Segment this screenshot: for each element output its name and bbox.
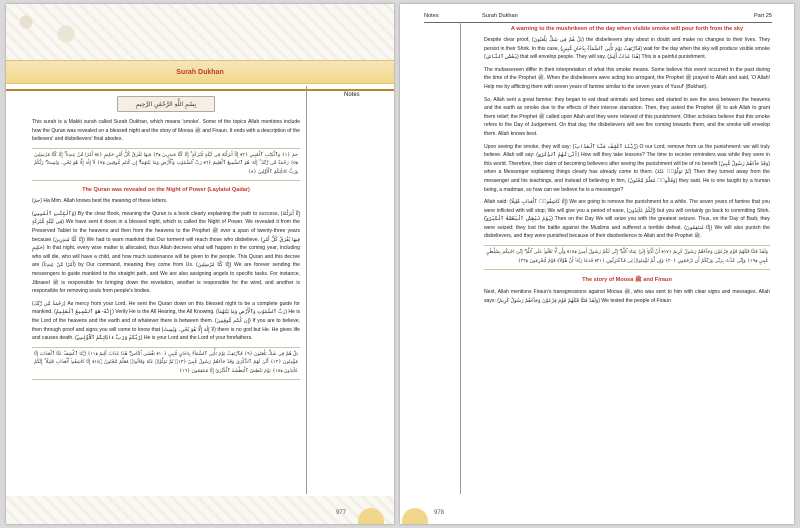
paragraph: So, Allah sent a great famine; they began to eat dead animals and bones and started to see the area between the heavens and the earth as smoke due to the effects of their intense starvation. Then, they asked the Prophet ﷺ to ask Allah to grant them relief; the Prophet ﷺ called upon Allah and they were relieved of this punishment. Other scholars believe that this smoke refers to the Day of Judgement. On that day, the disbelievers will see fire coming towards them, and the smoke will envelop them. Allah knows best. [484, 96, 771, 137]
right-page [400, 4, 794, 524]
paragraph: Upon seeing the smoke, they will say: (رَّبَّنَا ٱكْشِفْ عَنَّا ٱلْعَذَابَ) O our Lord, remove from us the punishment: we will truly believe. Allah will say: (أَنَّىٰ لَهُمُ ٱلذِّكْرَىٰ) How will they take lessons? The time to receive reminders was while they were in this world. Therefore, their claim of becoming believers after seeing the punishment will be of no benefit (وَقَدْ جَآءَهُمْ رَسُولٌ مُّبِينٌ) when a Messenger explaining things clearly has already come to them. (ثُمَّ تَوَلَّوْا۟ عَنْهُ) Then they turned away from the messenger and his teachings, and instead of believing in him, (وَقَالُوا۟ مُعَلَّمٌ مَّجْنُونٌ) they said, He is one taught by a human being, a madman, so how can we believe he is a messenger? [484, 143, 770, 193]
paragraph: Allah said: (إِنَّا كَاشِفُوا۟ ٱلْعَذَابِ قَلِيلًا) We are going to remove the punishment for a while. The seven years of famine that you were inflicted with will stop; We will give you a period of ease, (إِنَّكُمْ عَآئِدُونَ) but you will certainly go back to committing Shirk. (يَوْمَ نَبْطِشُ ٱلْبَطْشَةَ ٱلْكُبْرَىٰٓ) Then on the Day We will seize you with the greatest seizure. Thus, on the Day of Badr, they were seized; they lost the battle against the Muslims and suffered a terrible defeat. (إِنَّا مُنتَقِمُونَ) We will also punish the disbelievers, and they were punished because of their disobedience to Allah and the Prophet ﷺ. [484, 199, 770, 240]
page-number: 978 [434, 510, 445, 516]
paragraph: Despite clear proof, (بَلْ هُمْ فِى شَكٍّ يَلْعَبُونَ) the disbelievers play about in doubt and make no changes to their lives. They persist in their Shirk. In this case, (فَٱرْتَقِبْ يَوْمَ تَأْتِى ٱلسَّمَآءُ بِدُخَانٍ مُّبِينٍ) wait for the day when the sky will produce visible smoke (يَغْشَى ٱلنَّاسَ) that will envelop people. They will say, (هَٰذَا عَذَابٌ أَلِيمٌ) This is a painful punishment. [484, 37, 771, 61]
arabic-verses-block: حمٓ ﴿١﴾ وَٱلْكِتَٰبِ ٱلْمُبِينِ ﴿٢﴾ إِنَّآ أَنزَلْنَٰهُ فِى لَيْلَةٍ مُّبَٰرَكَةٍ ۚ إِنَّا كُنَّا مُنذِرِينَ ﴿٣﴾ فِيهَا يُفْرَقُ كُلُّ أَمْرٍ حَكِيمٍ ﴿٤﴾ أَمْرًا مِّنْ عِندِنَآ ۚ إِنَّا كُنَّا مُرْسِلِينَ ﴿٥﴾ رَحْمَةً مِّن رَّبِّكَ ۚ إِنَّهُۥ هُوَ ٱلسَّمِيعُ ٱلْعَلِيمُ ﴿٦﴾ رَبِّ ٱلسَّمَٰوَٰتِ وَٱلْأَرْضِ وَمَا بَيْنَهُمَآ ۖ إِن كُنتُم مُّوقِنِينَ ﴿٧﴾ لَآ إِلَٰهَ إِلَّا هُوَ يُحْىِۦ وَيُمِيتُ ۖ رَبُّكُمْ وَرَبُّ ءَابَآئِكُمُ ٱلْأَوَّلِينَ ﴿٨﴾ [32, 148, 300, 182]
running-header [424, 12, 772, 23]
intro-paragraph: This surah is a Makki surah called Surah Dukhan, which means 'smoke'. Some of the topics Allah mentions include how the Quran was revealed on a blessed night and the story of Moosa ﷺ and Firaun. It ends with a description of the believers' and disbelievers' final abodes. [32, 119, 300, 143]
paragraph: (وَٱلْكِتَٰبِ ٱلْمُبِينِ) By the clear Book, meaning the Quran is a book clearly explaining the path to success, (إِنَّآ أَنزَلْنَٰهُ فِى لَيْلَةٍ مُّبَٰرَكَةٍ) We have sent it down in a blessed night, which is called the Night of Power. We revealed it from the Preserved Tablet to the heavens and then from the heavens to the Prophet ﷺ over a span of twenty-three years because (إِنَّا كُنَّا مُنذِرِينَ) We had to warn mankind that Our torment will reach those who disbelieve. (فِيهَا يُفْرَقُ كُلُّ أَمْرٍ حَكِيمٍ) In that night, every wise matter is allocated, thus Allah decrees what will happen in the coming year, including who will die, who will have a child, and how much sustenance will be given to the people. This Quran and this decree are (أَمْرًا مِّنْ عِندِنَآ) by Our command, meaning they come from Us. (إِنَّا كُنَّا مُرْسِلِينَ) We are forever sending the messengers to guide mankind to the straight path, and We are also assigning angels to specific tasks. For instance, Jibraeel ﷺ is responsible for bringing down the revelation, another is responsible for the wind, and another is responsible for removing souls from people's bodies. [32, 210, 301, 295]
header-ornament [6, 4, 394, 60]
running-surah-title: Surah Dukhan [482, 13, 518, 19]
left-body [32, 96, 300, 386]
notes-column-divider [306, 86, 307, 494]
page-tab [402, 508, 428, 524]
arabic-verses-block: وَلَقَدْ فَتَنَّا قَبْلَهُمْ قَوْمَ فِرْعَوْنَ وَجَآءَهُمْ رَسُولٌ كَرِيمٌ ﴿١٧﴾ أَنْ أَدُّوٓا۟ إِلَىَّ عِبَادَ ٱللَّهِ ۖ إِنِّى لَكُمْ رَسُولٌ أَمِينٌ ﴿١٨﴾ وَأَن لَّا تَعْلُوا۟ عَلَى ٱللَّهِ ۖ إِنِّىٓ ءَاتِيكُم بِسُلْطَٰنٍ مُّبِينٍ ﴿١٩﴾ وَإِنِّى عُذْتُ بِرَبِّى وَرَبِّكُمْ أَن تَرْجُمُونِ ﴿٢٠﴾ وَإِن لَّمْ تُؤْمِنُوا۟ لِى فَٱعْتَزِلُونِ ﴿٢١﴾ فَدَعَا رَبَّهُۥٓ أَنَّ هَٰٓؤُلَآءِ قَوْمٌ مُّجْرِمُونَ ﴿٢٢﴾ [484, 245, 770, 270]
arabic-verses-block: بَلْ هُمْ فِى شَكٍّ يَلْعَبُونَ ﴿٩﴾ فَٱرْتَقِبْ يَوْمَ تَأْتِى ٱلسَّمَآءُ بِدُخَانٍ مُّبِينٍ ﴿١٠﴾ يَغْشَى ٱلنَّاسَ ۖ هَٰذَا عَذَابٌ أَلِيمٌ ﴿١١﴾ رَّبَّنَا ٱكْشِفْ عَنَّا ٱلْعَذَابَ إِنَّا مُؤْمِنُونَ ﴿١٢﴾ أَنَّىٰ لَهُمُ ٱلذِّكْرَىٰ وَقَدْ جَآءَهُمْ رَسُولٌ مُّبِينٌ ﴿١٣﴾ ثُمَّ تَوَلَّوْا۟ عَنْهُ وَقَالُوا۟ مُعَلَّمٌ مَّجْنُونٌ ﴿١٤﴾ إِنَّا كَاشِفُوا۟ ٱلْعَذَابِ قَلِيلًا ۚ إِنَّكُمْ عَآئِدُونَ ﴿١٥﴾ يَوْمَ نَبْطِشُ ٱلْبَطْشَةَ ٱلْكُبْرَىٰٓ إِنَّا مُنتَقِمُونَ ﴿١٦﴾ [32, 347, 300, 381]
notes-column-divider [460, 22, 461, 494]
notes-label: Notes [344, 92, 360, 98]
basmala: بِسْمِ اللَّهِ الرَّحْمَٰنِ الرَّحِيمِ [117, 96, 215, 112]
left-page [6, 4, 394, 524]
surah-title: Surah Dukhan [176, 68, 224, 76]
paragraph: (رَحْمَةً مِّن رَّبِّكَ) As mercy from your Lord, He sent the Quran down on this blessed night to be a complete guide for mankind. (إِنَّهُۥ هُوَ ٱلسَّمِيعُ ٱلْعَلِيمُ) Verily He is the All Hearing, the All Knowing. (رَبِّ ٱلسَّمَٰوَٰتِ وَٱلْأَرْضِ وَمَا بَيْنَهُمَآ) He is the Lord of the heavens and the earth and of whatever there is between them. (إِن كُنتُم مُّوقِنِينَ) If you are to believe, then through proof and signs you will come to know that (لَآ إِلَٰهَ إِلَّا هُوَ يُحْىِۦ وَيُمِيتُ) there is no god but He. He gives life and causes death. (رَبُّكُمْ وَرَبُّ ءَابَآئِكُمُ ٱلْأَوَّلِينَ) He is your Lord and the Lord of your forefathers. [32, 300, 301, 342]
section-heading: The Quran was revealed on the Night of Power (Laylatul Qadar) [82, 187, 250, 194]
part-label: Part 25 [753, 13, 772, 19]
paragraph: (حمٓ) Ha Mim. Allah knows best the meaning of these letters. [32, 198, 168, 205]
gold-rule [6, 89, 394, 91]
paragraph: Next, Allah mentions Firaun's transgressions against Moosa ﷺ, who was sent to him with clear signs and messages. Allah says: (وَلَقَدْ فَتَنَّا قَبْلَهُمْ قَوْمَ فِرْعَوْنَ وَجَآءَهُمْ رَسُولٌ كَرِيمٌ) We tested the people of Firaun [484, 289, 770, 304]
notes-label: Notes [424, 13, 439, 19]
paragraph: The mufassereen differ in their interpretation of what this smoke means. Some believe this event occurred in the past during the time of the Prophet ﷺ. When the disbelievers were acting too arrogant, the Prophet ﷺ prayed to Allah and said, 'O Allah! Help me by afflicting them with seven years of famine similar to the seven years of Yusuf' (Bukhari). [484, 66, 771, 90]
surah-title-band [6, 60, 394, 84]
section-heading: The story of Moosa ﷺ and Firaun [582, 277, 672, 284]
page-number: 977 [336, 510, 347, 516]
right-body [484, 26, 770, 309]
section-heading: A warning to the mushrikeen of the day when visible smoke will pour forth from the sky [510, 26, 744, 32]
